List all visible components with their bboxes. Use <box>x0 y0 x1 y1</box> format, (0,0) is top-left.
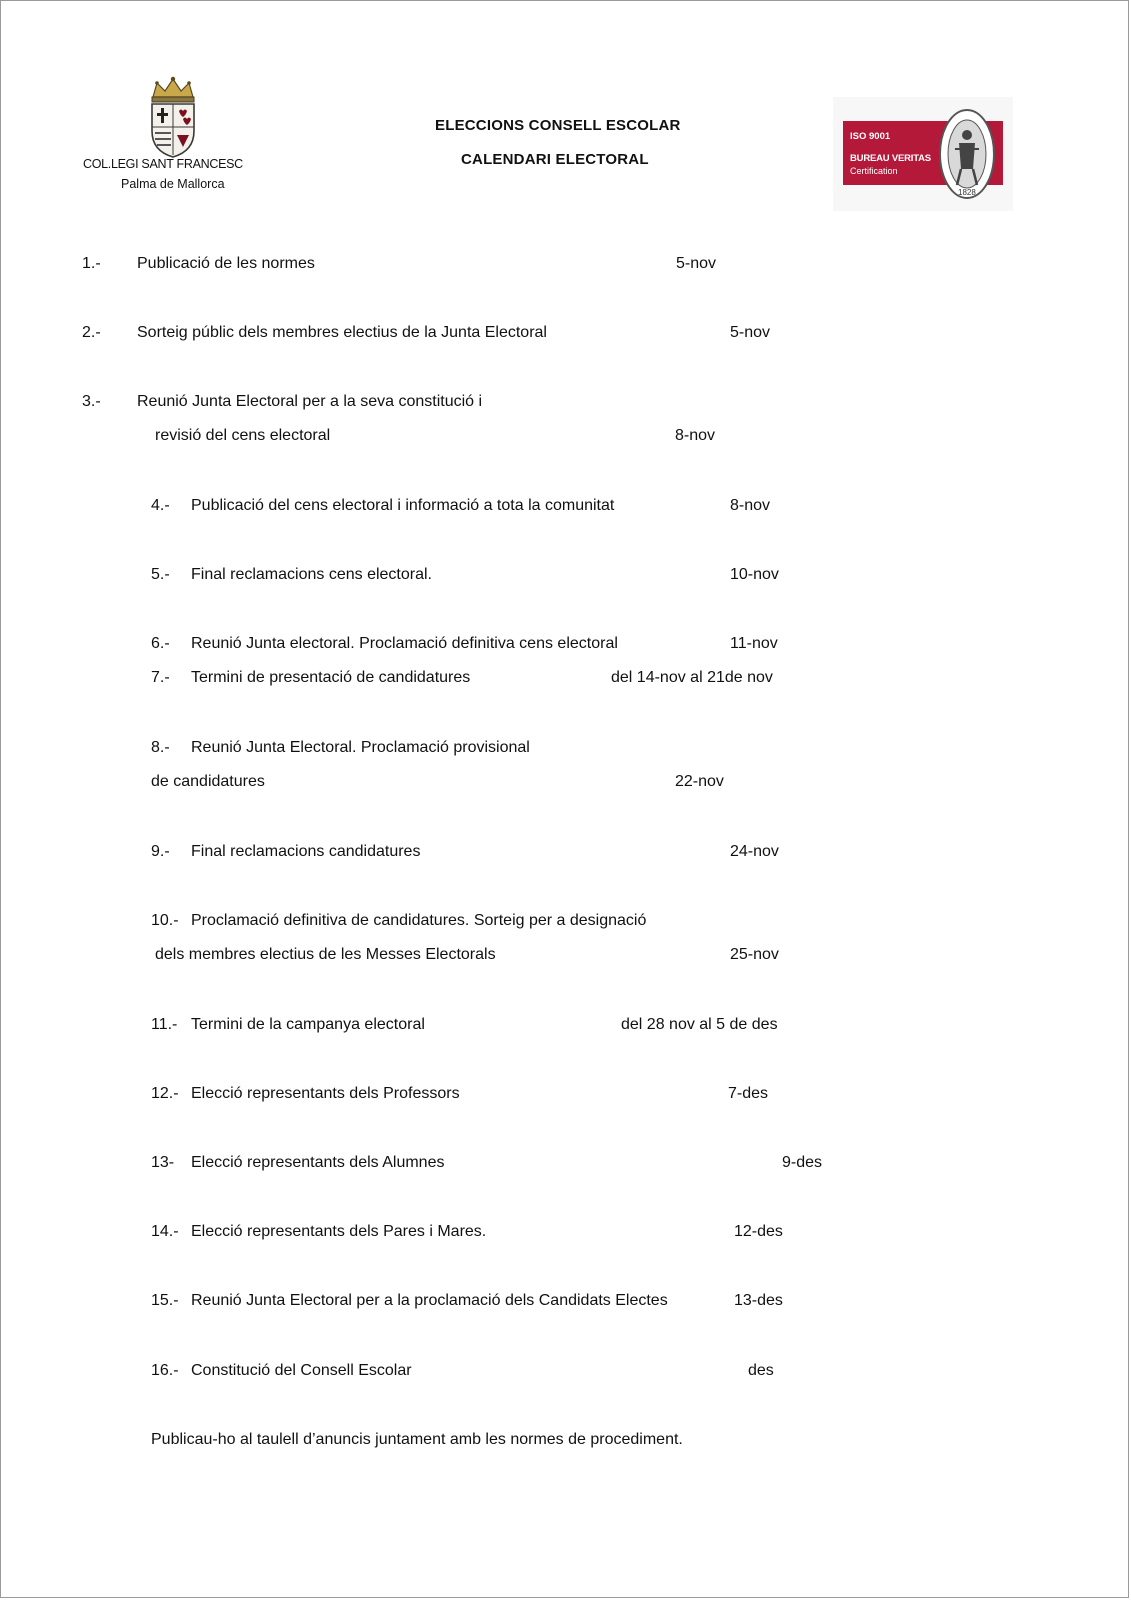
item-date: 5-nov <box>676 255 717 272</box>
item-text: Final reclamacions candidatures <box>191 843 421 860</box>
item-date: del 28 nov al 5 de des <box>621 1016 778 1033</box>
item-number: 13- <box>151 1154 175 1171</box>
item-date: 7-des <box>728 1085 769 1102</box>
item-number: 15.- <box>151 1292 179 1309</box>
item-number: 6.- <box>151 635 170 652</box>
item-date: del 14-nov al 21de nov <box>611 669 773 686</box>
item-number: 11.- <box>151 1016 178 1033</box>
item-text: Publicació del cens electoral i informació a tota la comunitat <box>191 497 615 514</box>
item-date: 8-nov <box>675 427 716 444</box>
item-number: 8.- <box>151 739 170 756</box>
item-date: 9-des <box>782 1154 823 1171</box>
document-subtitle: CALENDARI ELECTORAL <box>461 151 649 168</box>
item-number: 12.- <box>151 1085 179 1102</box>
item-number: 9.- <box>151 843 170 860</box>
bureau-veritas-label: BUREAU VERITAS <box>850 153 931 164</box>
seal-year: 1828 <box>958 188 976 197</box>
certification-label: Certification <box>850 166 898 176</box>
item-text: Termini de presentació de candidatures <box>191 669 471 686</box>
item-number: 3.- <box>82 393 101 410</box>
school-name: COL.LEGI SANT FRANCESC <box>83 157 243 171</box>
item-date: 22-nov <box>675 773 724 790</box>
item-number: 1.- <box>82 255 101 272</box>
item-text: Sorteig públic dels membres electius de la Junta Electoral <box>137 324 547 341</box>
item-date: 10-nov <box>730 566 779 583</box>
item-text-continued: de candidatures <box>151 773 265 790</box>
item-date: 8-nov <box>730 497 771 514</box>
item-date: 11-nov <box>730 635 778 652</box>
item-text: Reunió Junta electoral. Proclamació definitiva cens electoral <box>191 635 618 652</box>
item-number: 10.- <box>151 912 179 929</box>
item-text: Final reclamacions cens electoral. <box>191 566 432 583</box>
item-text: Reunió Junta Electoral per a la seva constitució i <box>137 393 483 410</box>
item-number: 5.- <box>151 566 170 583</box>
certification-badge <box>833 97 1013 211</box>
item-date: 5-nov <box>730 324 771 341</box>
item-text: Publicació de les normes <box>137 255 315 272</box>
footer-note: Publicau-ho al taulell d’anuncis juntament amb les normes de procediment. <box>151 1431 683 1448</box>
item-text: Proclamació definitiva de candidatures. Sorteig per a designació <box>191 912 647 929</box>
item-text-continued: revisió del cens electoral <box>155 427 331 444</box>
item-text: Elecció representants dels Pares i Mares. <box>191 1223 487 1240</box>
item-number: 14.- <box>151 1223 179 1240</box>
item-text-continued: dels membres electius de les Messes Electorals <box>155 946 496 963</box>
school-crest-logo <box>147 75 199 159</box>
item-date: 13-des <box>734 1292 783 1309</box>
item-number: 16.- <box>151 1362 179 1379</box>
item-date: 24-nov <box>730 843 779 860</box>
item-number: 7.- <box>151 669 170 686</box>
iso-label: ISO 9001 <box>850 131 891 142</box>
item-text: Constitució del Consell Escolar <box>191 1362 412 1379</box>
item-text: Termini de la campanya electoral <box>191 1016 425 1033</box>
school-city: Palma de Mallorca <box>121 177 225 191</box>
item-text: Elecció representants dels Alumnes <box>191 1154 445 1171</box>
item-number: 4.- <box>151 497 170 514</box>
item-date: 25-nov <box>730 946 779 963</box>
item-text: Reunió Junta Electoral. Proclamació provisional <box>191 739 530 756</box>
item-text: Reunió Junta Electoral per a la proclamació dels Candidats Electes <box>191 1292 668 1309</box>
item-text: Elecció representants dels Professors <box>191 1085 460 1102</box>
item-number: 2.- <box>82 324 101 341</box>
item-date: des <box>748 1362 774 1379</box>
item-date: 12-des <box>734 1223 783 1240</box>
document-title: ELECCIONS CONSELL ESCOLAR <box>435 117 681 134</box>
